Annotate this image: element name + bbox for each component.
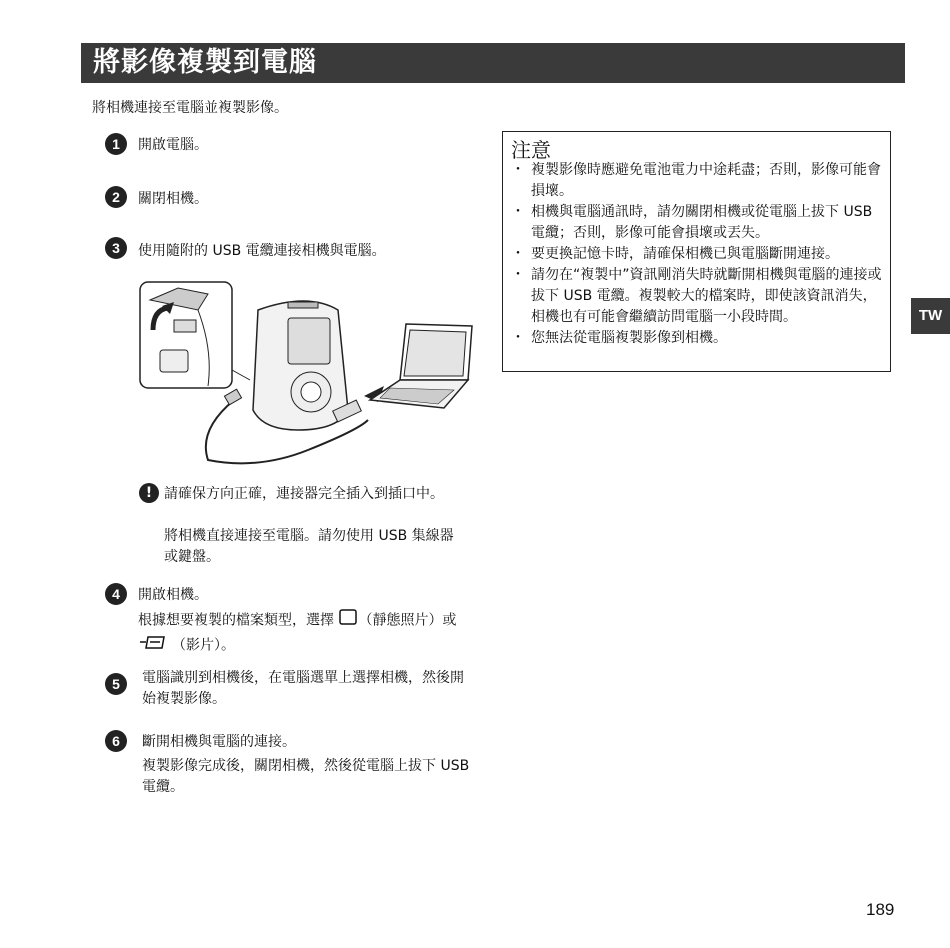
language-tab: TW [911,298,950,334]
note-item: ・ 複製影像時應避免電池電力中途耗盡；否則，影像可能會損壞。 [511,160,883,202]
step-4-text: 開啟相機。 [138,587,208,603]
still-photo-icon [338,608,358,633]
note-item: ・ 請勿在“複製中”資訊剛消失時就斷開相機與電腦的連接或拔下 USB 電纜。複製較大的檔案時，即使該資訊消失，相機也有可能會繼續訪問電腦一小段時間。 [511,265,883,328]
step-2-marker: 2 [105,186,127,208]
step-5-marker: 5 [105,673,127,695]
warning-text-2: 將相機直接連接至電腦。請勿使用 USB 集線器或鍵盤。 [164,528,454,565]
inset-connector-detail [140,282,232,388]
step-4-marker: 4 [105,583,127,605]
step-3-marker: 3 [105,237,127,259]
usb-connection-illustration [138,280,474,470]
page-number: 189 [866,900,895,919]
step-6-detail: 複製影像完成後，關閉相機，然後從電腦上拔下 USB 電纜。 [142,758,470,795]
step-4-detail-part1: 根據想要複製的檔案類型，選擇 [138,612,334,629]
movie-icon [138,633,172,658]
laptop-drawing [370,324,472,408]
step-4-detail [138,608,460,658]
note-title: 注意 [511,138,551,162]
step-1-marker: 1 [105,133,127,155]
step-4-detail-part2: （靜態照片）或 [358,612,457,629]
step-1-text: 開啟電腦。 [138,137,208,153]
note-box [502,131,891,372]
step-4-detail-part3: （影片）。 [172,637,235,654]
note-item: ・ 要更換記憶卡時，請確保相機已與電腦斷開連接。 [511,244,883,265]
exclamation-circle-icon: ! [139,483,159,503]
note-item: ・ 您無法從電腦複製影像到相機。 [511,328,883,349]
note-list [511,160,883,349]
step-6-text: 斷開相機與電腦的連接。 [142,734,296,750]
note-item: ・ 相機與電腦通訊時，請勿關閉相機或從電腦上拔下 USB 電纜；否則，影像可能會損壞或丟失。 [511,202,883,244]
step-6-marker: 6 [105,730,127,752]
step-2-text: 關閉相機。 [138,191,208,207]
intro-text: 將相機連接至電腦並複製影像。 [92,100,288,116]
step-3-text: 使用隨附的 USB 電纜連接相機與電腦。 [138,243,386,259]
warning-text-1: 請確保方向正確，連接器完全插入到插口中。 [164,486,444,502]
page-title: 將影像複製到電腦 [81,43,905,83]
step-5-text: 電腦識別到相機後，在電腦選單上選擇相機，然後開始複製影像。 [142,670,464,707]
